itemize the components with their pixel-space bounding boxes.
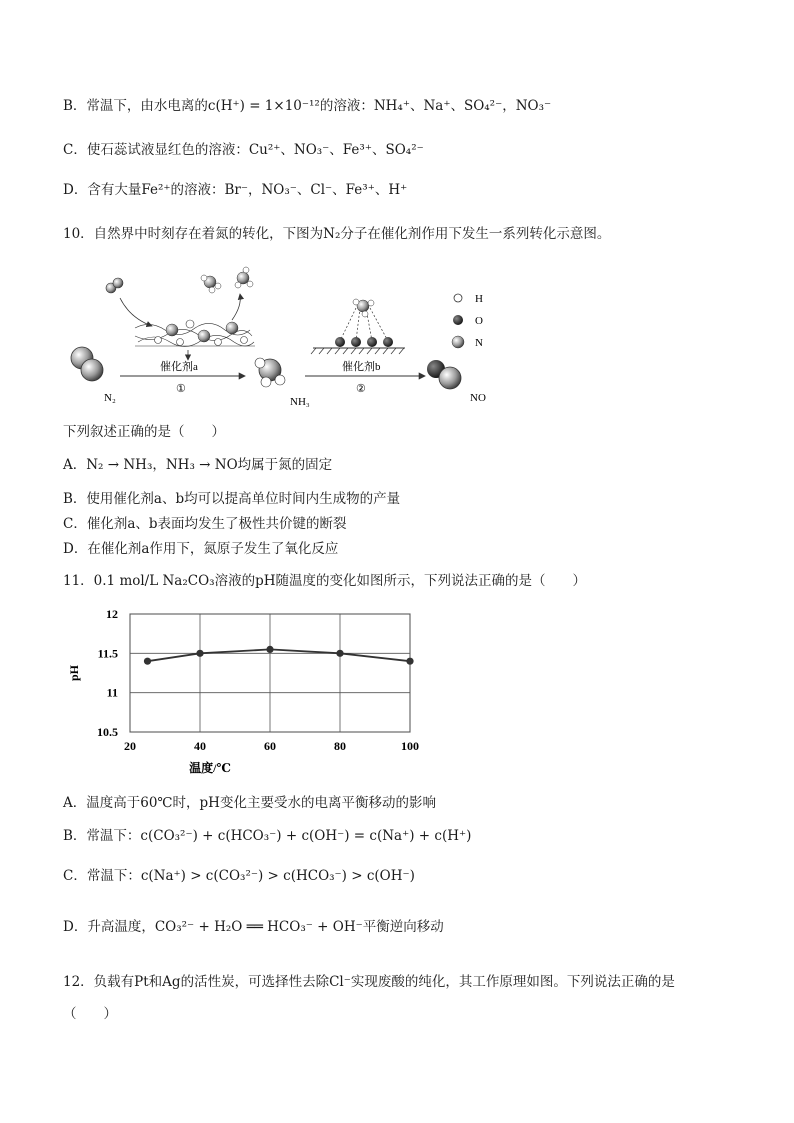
- q11-option-b: B．常温下：c(CO₃²⁻) + c(HCO₃⁻) + c(OH⁻) = c(Na⁺) + c(H⁺): [63, 828, 472, 844]
- q9-option-b: B．常温下，由水电离的c(H⁺) = 1×10⁻¹²的溶液：NH₄⁺、Na⁺、SO₄²⁻，NO₃⁻: [63, 98, 552, 114]
- label-catalyst-a: 催化剂a: [160, 361, 198, 373]
- ph-temperature-chart: [60, 602, 440, 792]
- atom-legend: [452, 293, 483, 349]
- x-tick-label: 60: [264, 739, 276, 753]
- q10-reaction-diagram: [60, 258, 520, 408]
- q10-stem: 10．自然界中时刻存在着氮的转化，下图为N₂分子在催化剂作用下发生一系列转化示意图。: [63, 226, 611, 242]
- ph-data-point: [196, 650, 203, 657]
- q12-paren: （ ）: [63, 1006, 117, 1022]
- n2-molecule: [71, 347, 103, 381]
- q10-option-c: C．催化剂a、b表面均发生了极性共价键的断裂: [63, 516, 347, 532]
- y-tick-label: 12: [106, 607, 118, 621]
- y-tick-label: 11.5: [97, 646, 118, 661]
- q10-option-d: D．在催化剂a作用下，氮原子发生了氧化反应: [63, 541, 339, 557]
- label-no: NO: [470, 392, 486, 404]
- q10-option-b: B．使用催化剂a、b均可以提高单位时间内生成物的产量: [63, 491, 401, 507]
- x-tick-label: 80: [334, 739, 346, 753]
- catalyst-b-surface: [311, 299, 405, 354]
- q12-stem: 12．负载有Pt和Ag的活性炭，可选择性去除Cl⁻实现废酸的纯化，其工作原理如图。下列说法正确的是: [63, 974, 675, 990]
- q10-option-a: A．N₂ → NH₃，NH₃ → NO均属于氮的固定: [63, 457, 333, 473]
- x-axis-label: 温度/℃: [189, 761, 231, 775]
- q11-option-a: A．温度高于60℃时，pH变化主要受水的电离平衡移动的影响: [63, 795, 436, 811]
- label-n2: N₂: [104, 392, 116, 404]
- ph-data-point: [336, 650, 343, 657]
- q10-prompt: 下列叙述正确的是（ ）: [63, 424, 225, 440]
- ph-series-line: [148, 649, 411, 661]
- ph-data-point: [266, 646, 273, 653]
- ph-data-point: [406, 658, 413, 665]
- legend-n: N: [475, 337, 483, 349]
- label-nh3: NH₃: [290, 396, 310, 408]
- label-catalyst-b: 催化剂b: [342, 361, 381, 373]
- q9-option-c: C．使石蕊试液显红色的溶液：Cu²⁺、NO₃⁻、Fe³⁺、SO₄²⁻: [63, 142, 424, 158]
- outgoing-nh3: [201, 267, 253, 293]
- y-tick-label: 11: [106, 685, 118, 700]
- q9-option-d: D．含有大量Fe²⁺的溶液：Br⁻，NO₃⁻、Cl⁻、Fe³⁺、H⁺: [63, 182, 408, 198]
- nh3-molecule: [255, 358, 285, 387]
- no-molecule: [427, 360, 461, 389]
- q11-option-c: C．常温下：c(Na⁺) > c(CO₃²⁻) > c(HCO₃⁻) > c(OH⁻): [63, 868, 415, 884]
- ph-data-point: [144, 658, 151, 665]
- incoming-n2: [106, 278, 123, 293]
- q11-stem: 11．0.1 mol/L Na₂CO₃溶液的pH随温度的变化如图所示，下列说法正确的是（ ）: [63, 573, 586, 589]
- x-tick-label: 40: [194, 739, 206, 753]
- x-tick-label: 20: [124, 739, 136, 753]
- q11-option-d: D．升高温度，CO₃²⁻ + H₂O ══ HCO₃⁻ + OH⁻平衡逆向移动: [63, 919, 444, 935]
- x-tick-label: 100: [401, 739, 419, 753]
- legend-o: O: [475, 315, 483, 327]
- label-step-1: ①: [176, 383, 186, 395]
- y-axis-label: pH: [67, 664, 81, 682]
- legend-h: H: [475, 293, 483, 305]
- y-tick-label: 10.5: [97, 725, 118, 739]
- label-step-2: ②: [356, 383, 366, 395]
